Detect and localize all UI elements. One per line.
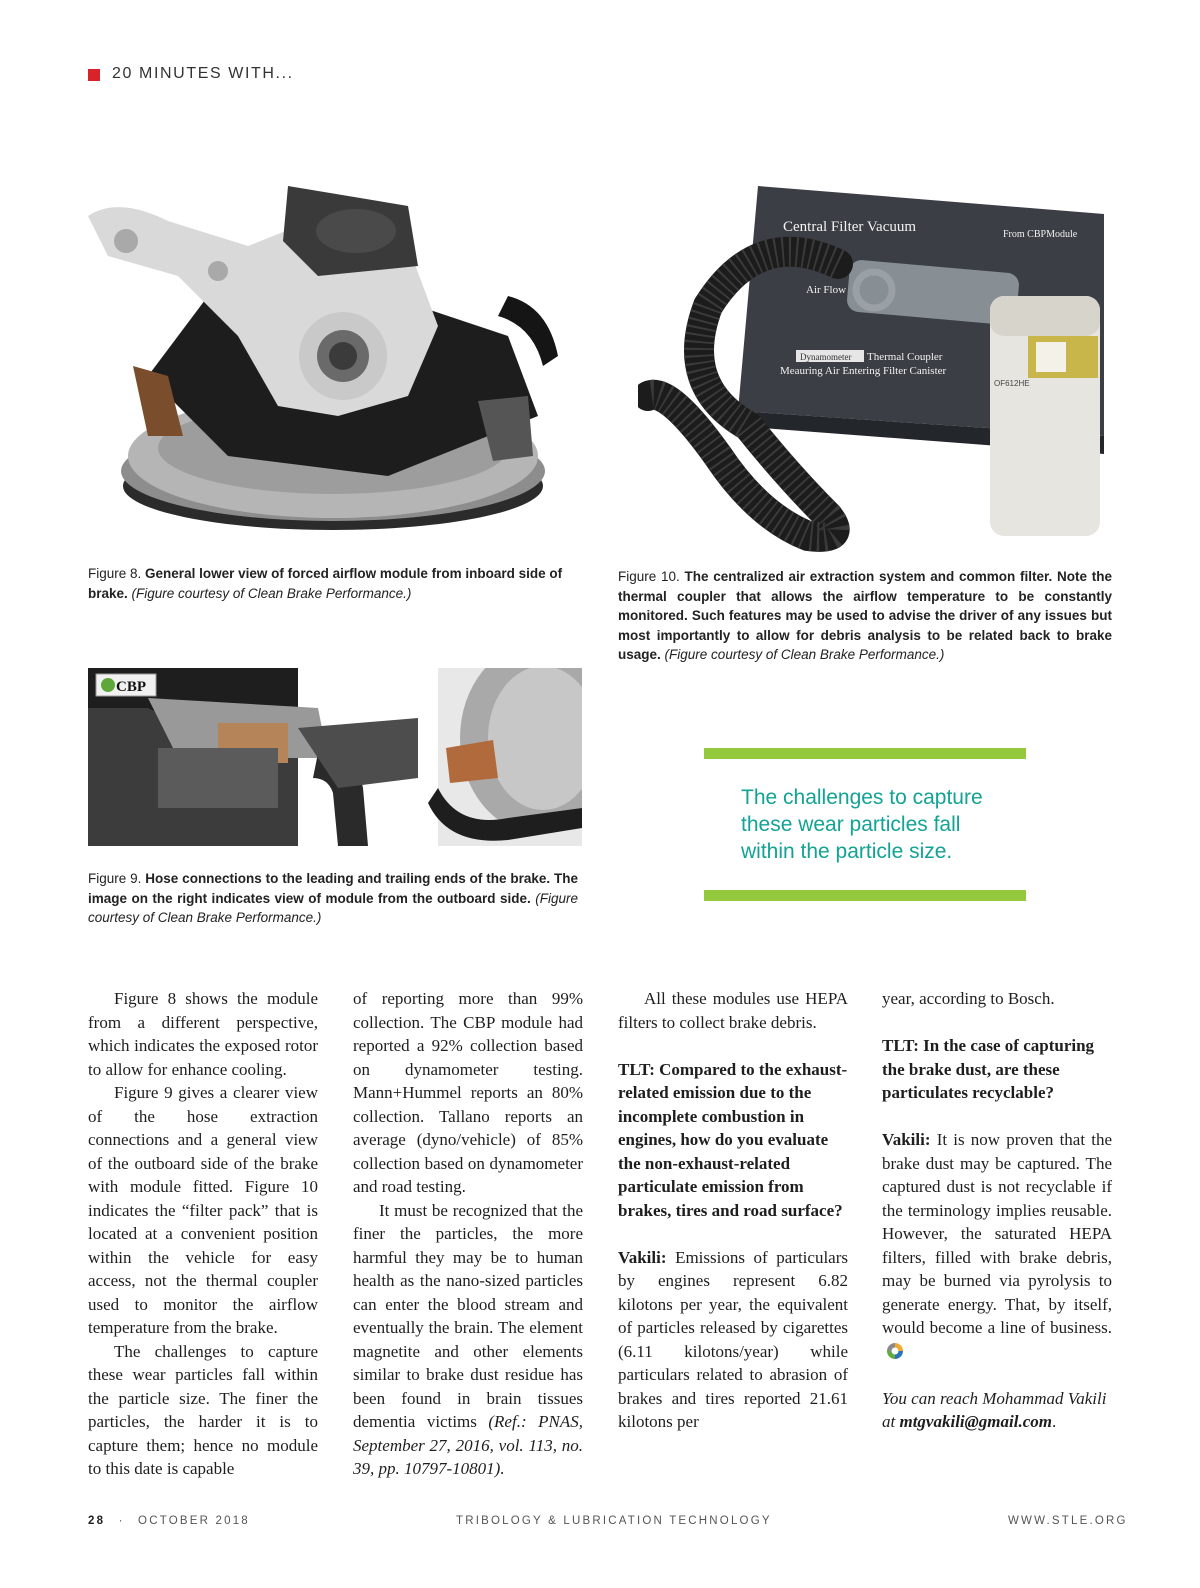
c4-paragraph-1: year, according to Bosch. — [882, 989, 1055, 1008]
footer-page-number: 28 — [88, 1515, 106, 1527]
body-column-1 — [88, 987, 318, 1481]
c1-paragraph-2: Figure 9 gives a clearer view of the hose extraction connections and a general view of the outboard side of the brake with module fitted. Figure 10 indicates the “filter pack” that is located at a convenient position within the vehicle for easy access, not the thermal coupler used to monitor the airflow temperature from the brake. — [88, 1083, 318, 1337]
footer-date: OCTOBER 2018 — [138, 1515, 250, 1527]
figure-10-bold: The centralized air extraction system and common filter. Note the thermal coupler that allows the airflow temperature to be constantly monitored. Such features may be used to advise the driver of any issues but most importantly to allow for debris analysis to be related back to brake usage. — [618, 569, 1112, 662]
c3-answer — [618, 1246, 848, 1434]
c1-paragraph-1: Figure 8 shows the module from a different perspective, which indicates the exposed rotor to allow for enhance cooling. — [88, 989, 318, 1079]
fig10-label-dyno: Dynamometer — [800, 352, 852, 362]
c1-paragraph-3: The challenges to capture these wear particles fall within the particle size. The finer the particles, the harder it is to capture them; hence no module to this date is capable — [88, 1341, 318, 1478]
figure-9-photo — [88, 668, 582, 846]
figure-9-label: Figure 9. — [88, 871, 142, 886]
pull-quote-top-rule — [704, 748, 1026, 759]
footer-separator: · — [118, 1515, 125, 1527]
figure-10-label: Figure 10. — [618, 569, 680, 584]
c4-question: TLT: In the case of capturing the brake dust, are these particulates recyclable? — [882, 1036, 1095, 1102]
figure-9-caption — [88, 869, 578, 928]
footer-magazine: TRIBOLOGY & LUBRICATION TECHNOLOGY — [456, 1515, 772, 1527]
c2-paragraph-2 — [353, 1199, 583, 1481]
fig10-label-filter: OF612HE — [994, 379, 1030, 388]
c4-answer-text: It is now proven that the brake dust may be captured. The captured dust is not recyclable if the terminology implies reusable. However, the saturated HEPA filters, filled with brake debris, may be burned via pyrolysis to generate energy. That, by itself, would become a line of business. — [882, 1130, 1113, 1337]
c2-reference: (Ref.: PNAS, September 27, 2016, vol. 113, no. 39, pp. 10797-10801). — [353, 1412, 583, 1478]
figure-8-caption — [88, 564, 578, 603]
section-marker — [88, 69, 100, 81]
body-column-3 — [618, 987, 848, 1434]
contact-text: You can reach Mohammad Vakili at — [882, 1388, 1107, 1431]
contact-end: . — [1051, 1412, 1057, 1431]
c3-paragraph-1: All these modules use HEPA filters to collect brake debris. — [618, 989, 848, 1032]
body-column-4 — [882, 987, 1112, 1434]
c4-answer-label: Vakili: — [882, 1130, 931, 1149]
figure-8-photo — [88, 186, 572, 552]
fig10-label-airflow: Air Flow — [806, 284, 847, 296]
figure-9-bold: Hose connections to the leading and trailing ends of the brake. The image on the right indicates view of module from the outboard side. — [88, 871, 578, 906]
c2-paragraph-1: of reporting more than 99% collection. The CBP module had reported a 92% collection based on dynamometer testing. Mann+Hummel reports an 80% collection. Tallano reports an average (dyno/vehicle) of 85% collection based on dynamometer and road testing. — [353, 989, 583, 1196]
c3-question: TLT: Compared to the exhaust-related emission due to the incomplete combustion in engines, how do you evaluate the non-exhaust-related particulate emission from brakes, tires and road surface? — [618, 1059, 848, 1220]
figure-10-photo — [638, 186, 1104, 552]
c4-answer — [882, 1128, 1112, 1363]
contact-line — [882, 1387, 1112, 1434]
figure-8-label: Figure 8. — [88, 566, 142, 581]
fig10-label-measure: Meauring Air Entering Filter Canister — [780, 365, 947, 377]
cbp-logo-text: CBP — [116, 679, 146, 695]
c3-answer-label: Vakili: — [618, 1247, 667, 1267]
fig10-label-from: From CBPModule — [1003, 229, 1078, 240]
c3-answer-text: Emissions of particulars by engines represent 6.82 kilotons per year, the equivalent of particles released by cigarettes (6.11 kilotons/year) while particulars related to abrasion of brakes and tires reported 21.61 kilotons per — [618, 1247, 848, 1431]
figure-9-credit: (Figure courtesy of Clean Brake Performance.) — [88, 890, 578, 925]
figure-8-credit: (Figure courtesy of Clean Brake Performance.) — [131, 585, 412, 601]
end-of-article-icon — [886, 1342, 904, 1360]
figure-10-credit: (Figure courtesy of Clean Brake Performance.) — [664, 647, 945, 662]
figure-10-caption — [618, 567, 1112, 665]
figure-8-bold: General lower view of forced airflow module from inboard side of brake. — [88, 566, 563, 601]
footer-url[interactable]: WWW.STLE.ORG — [1008, 1515, 1128, 1527]
pull-quote-bottom-rule — [704, 890, 1026, 901]
pull-quote: The challenges to capture these wear particles fall within the particle size. — [741, 786, 983, 863]
contact-email[interactable]: mtgvakili@gmail.com — [899, 1412, 1052, 1431]
footer-left — [88, 1515, 250, 1527]
fig10-label-coupler: Thermal Coupler — [867, 351, 943, 363]
body-column-2 — [353, 987, 583, 1481]
fig10-label-unit: Central Filter Vacuum — [783, 219, 917, 235]
section-title: 20 MINUTES WITH... — [112, 65, 294, 82]
c2-paragraph-2-text: It must be recognized that the finer the particles, the more harmful they may be to human health as the nano-sized particles can enter the blood stream and eventually the brain. The element magnetite and other elements similar to brake dust residue has been found in brain tissues dementia victims — [353, 1200, 583, 1431]
